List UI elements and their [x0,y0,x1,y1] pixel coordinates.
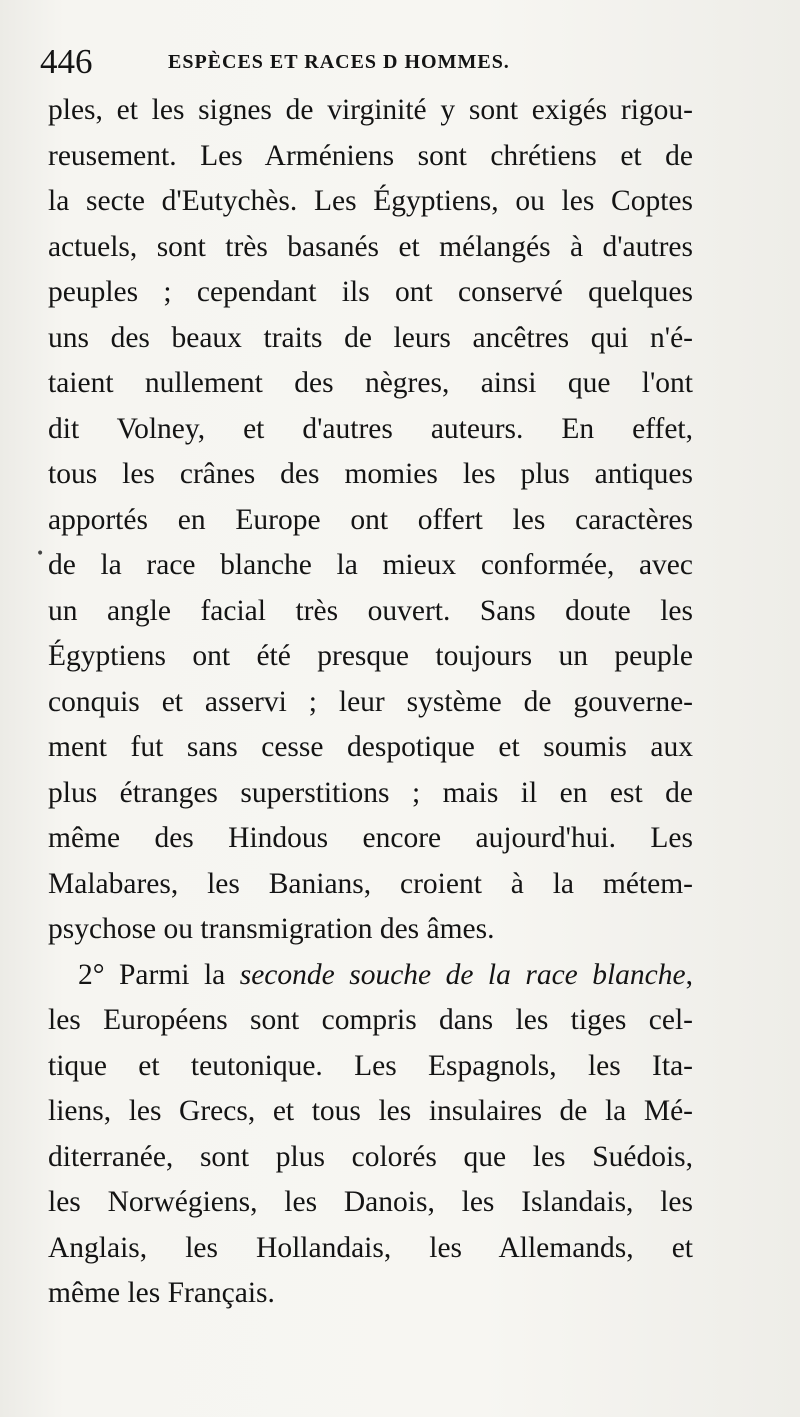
text-line: apportés en Europe ont offert les caractères [48,503,693,536]
text-line: Malabares, les Banians, croient à la métem- [48,867,693,900]
text-line: ples, et les signes de virginité y sont exigés rigou- [48,94,693,126]
running-head [40,40,700,84]
text-line: reusement. Les Arméniens sont chrétiens et de [48,139,693,172]
text-line: ment fut sans cesse despotique et soumis aux [48,731,693,763]
text-line: liens, les Grecs, et tous les insulaires de la Mé- [48,1095,693,1127]
ink-mark: • [36,546,45,562]
text-line: conquis et asservi ; leur système de gouverne- [48,685,693,718]
text-line: la secte d'Eutychès. Les Égyptiens, ou les Coptes [48,185,693,217]
text-line: un angle facial très ouvert. Sans doute les [48,594,693,627]
text-line: tous les crânes des momies les plus antiques [48,458,693,490]
text-line: tique et teutonique. Les Espagnols, les Ita- [48,1049,693,1082]
body-text [48,88,693,1317]
text-line: dit Volney, et d'autres auteurs. En effet, [48,412,693,445]
text-run: , [685,958,693,991]
text-line: même des Hindous encore aujourd'hui. Les [48,822,693,854]
text-line: diterranée, sont plus colorés que les Suédois, [48,1140,693,1173]
text-line: les Européens sont compris dans les tiges cel- [48,1004,693,1036]
text-line: taient nullement des nègres, ainsi que l'ont [48,367,693,399]
page-number: 446 [40,42,93,81]
paragraph-2-first-line [48,953,693,999]
text-line: Égyptiens ont été presque toujours un peuple [48,640,693,672]
text-line: de la race blanche la mieux conformée, avec [48,549,693,581]
text-line: peuples ; cependant ils ont conservé quelques [48,276,693,308]
running-title: ESPÈCES ET RACES D HOMMES. [168,51,510,73]
text-line: uns des beaux traits de leurs ancêtres qui n'é- [48,321,693,354]
text-line: Anglais, les Hollandais, les Allemands, et [48,1231,693,1264]
italic-phrase: seconde souche de la race blanche [239,958,686,991]
text-line: psychose ou transmigration des âmes. [48,913,495,945]
text-line: actuels, sont très basanés et mélangés à d'autres [48,230,693,263]
text-line: plus étranges superstitions ; mais il en est de [48,776,693,809]
text-run: 2° Parmi la [78,958,240,991]
text-line: les Norwégiens, les Danois, les Islandais, les [48,1186,693,1218]
text-line: même les Français. [48,1277,275,1309]
